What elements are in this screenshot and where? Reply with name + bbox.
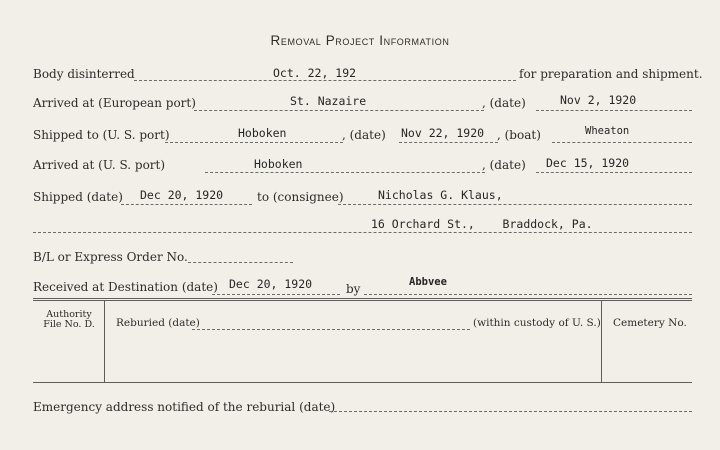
arrived-european-line <box>194 110 484 111</box>
table-top-rule <box>33 298 692 299</box>
shipped-date-value: Dec 20, 1920 <box>140 188 224 202</box>
arrived-us-date-value: Dec 15, 1920 <box>546 156 630 170</box>
shipped-us-date-label: , (date) <box>342 128 386 142</box>
emergency-label: Emergency address notified of the reburial (date) <box>33 400 336 414</box>
shipped-us-date-value: Nov 22, 1920 <box>401 126 485 140</box>
arrived-us-value: Hoboken <box>254 157 303 171</box>
received-by-label: by <box>346 282 361 296</box>
shipped-us-label: Shipped to (U. S. port) <box>33 128 170 142</box>
body-disinterred-value: Oct. 22, 192 <box>273 66 357 80</box>
shipped-us-boat-label: , (boat) <box>497 128 541 142</box>
bl-label: B/L or Express Order No. <box>33 250 188 264</box>
reburied-label: Reburied (date) <box>116 317 200 329</box>
cemetery-label: Cemetery No. <box>613 317 687 329</box>
reburied-line <box>192 329 470 330</box>
body-disinterred-line <box>134 80 516 81</box>
arrived-european-value: St. Nazaire <box>290 94 367 108</box>
shipped-us-date-line <box>399 142 498 143</box>
received-line <box>212 294 340 295</box>
bl-line <box>188 262 293 263</box>
arrived-european-label: Arrived at (European port) <box>33 96 196 110</box>
card-title: Removal Project Information <box>270 33 450 48</box>
address-line <box>33 232 692 233</box>
authority-line-1: Authority <box>46 309 92 320</box>
emergency-line <box>329 411 692 412</box>
shipped-us-boat-line <box>552 142 692 143</box>
received-value: Dec 20, 1920 <box>229 277 313 291</box>
table-divider-left <box>104 300 105 382</box>
arrived-european-date-value: Nov 2, 1920 <box>560 93 637 107</box>
table-bottom-rule <box>33 382 692 383</box>
custody-label: (within custody of U. S.) <box>473 317 601 329</box>
body-disinterred-label: Body disinterred <box>33 67 135 81</box>
received-label: Received at Destination (date) <box>33 280 218 294</box>
shipped-date-label: Shipped (date) <box>33 190 123 204</box>
consignee-value: Nicholas G. Klaus, <box>378 188 503 202</box>
body-disinterred-suffix: for preparation and shipment. <box>519 67 703 81</box>
arrived-european-date-line <box>536 110 692 111</box>
arrived-us-label: Arrived at (U. S. port) <box>33 158 166 172</box>
consignee-line <box>338 204 692 205</box>
consignee-label: to (consignee) <box>257 190 344 204</box>
arrived-european-date-label: , (date) <box>482 96 526 110</box>
shipped-date-line <box>121 204 252 205</box>
shipped-us-line <box>165 142 343 143</box>
received-by-line <box>364 294 692 295</box>
arrived-us-line <box>205 172 485 173</box>
address-value: 16 Orchard St., Braddock, Pa. <box>371 217 593 231</box>
authority-line-2: File No. D. <box>43 319 95 330</box>
shipped-us-value: Hoboken <box>238 126 287 140</box>
table-top-rule-2 <box>33 300 692 301</box>
shipped-us-boat-value: Wheaton <box>585 125 630 137</box>
received-by-value: Abbvee <box>409 276 447 288</box>
arrived-us-date-line <box>536 172 692 173</box>
table-divider-right <box>601 300 602 382</box>
arrived-us-date-label: , (date) <box>482 158 526 172</box>
